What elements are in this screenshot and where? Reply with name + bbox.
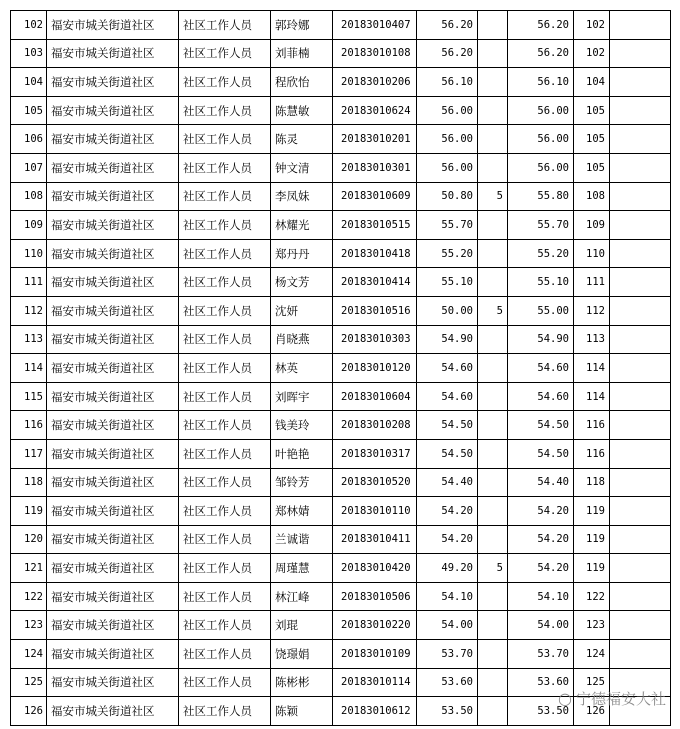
post-cell: 社区工作人员 — [179, 382, 271, 411]
unit-cell: 福安市城关街道社区 — [47, 11, 179, 40]
total-score-cell: 56.00 — [508, 125, 574, 154]
remark-cell — [610, 125, 671, 154]
bonus-points-cell — [478, 611, 508, 640]
unit-cell: 福安市城关街道社区 — [47, 68, 179, 97]
row-number-cell: 103 — [11, 39, 47, 68]
written-score-cell: 53.60 — [417, 668, 478, 697]
post-cell: 社区工作人员 — [179, 39, 271, 68]
total-score-cell: 53.50 — [508, 697, 574, 726]
unit-cell: 福安市城关街道社区 — [47, 497, 179, 526]
unit-cell: 福安市城关街道社区 — [47, 554, 179, 583]
wechat-logo-icon: ○ — [558, 689, 572, 708]
unit-cell: 福安市城关街道社区 — [47, 354, 179, 383]
table-row — [11, 582, 671, 611]
name-cell: 钱美玲 — [271, 411, 333, 440]
total-score-cell: 54.20 — [508, 554, 574, 583]
total-score-cell: 56.20 — [508, 39, 574, 68]
row-number-cell: 106 — [11, 125, 47, 154]
unit-cell: 福安市城关街道社区 — [47, 668, 179, 697]
written-score-cell: 56.20 — [417, 11, 478, 40]
unit-cell: 福安市城关街道社区 — [47, 125, 179, 154]
score-table — [10, 10, 671, 726]
written-score-cell: 56.20 — [417, 39, 478, 68]
remark-cell — [610, 239, 671, 268]
rank-cell: 119 — [574, 525, 610, 554]
name-cell: 肖晓燕 — [271, 325, 333, 354]
unit-cell: 福安市城关街道社区 — [47, 96, 179, 125]
rank-cell: 116 — [574, 411, 610, 440]
row-number-cell: 118 — [11, 468, 47, 497]
row-number-cell: 112 — [11, 296, 47, 325]
total-score-cell: 54.20 — [508, 497, 574, 526]
exam-number-cell: 20183010220 — [333, 611, 417, 640]
row-number-cell: 115 — [11, 382, 47, 411]
bonus-points-cell — [478, 153, 508, 182]
name-cell: 陈彬彬 — [271, 668, 333, 697]
exam-number-cell: 20183010516 — [333, 296, 417, 325]
remark-cell — [610, 411, 671, 440]
written-score-cell: 53.50 — [417, 697, 478, 726]
table-row — [11, 296, 671, 325]
post-cell: 社区工作人员 — [179, 211, 271, 240]
rank-cell: 111 — [574, 268, 610, 297]
table-row — [11, 411, 671, 440]
name-cell: 林江峰 — [271, 582, 333, 611]
bonus-points-cell — [478, 382, 508, 411]
written-score-cell: 54.50 — [417, 411, 478, 440]
name-cell: 刘菲楠 — [271, 39, 333, 68]
remark-cell — [610, 182, 671, 211]
row-number-cell: 111 — [11, 268, 47, 297]
name-cell: 周瑾慧 — [271, 554, 333, 583]
unit-cell: 福安市城关街道社区 — [47, 153, 179, 182]
name-cell: 沈妍 — [271, 296, 333, 325]
name-cell: 陈慧敏 — [271, 96, 333, 125]
remark-cell — [610, 354, 671, 383]
exam-number-cell: 20183010109 — [333, 640, 417, 669]
unit-cell: 福安市城关街道社区 — [47, 211, 179, 240]
unit-cell: 福安市城关街道社区 — [47, 582, 179, 611]
name-cell: 郭玲娜 — [271, 11, 333, 40]
rank-cell: 105 — [574, 125, 610, 154]
name-cell: 杨文芳 — [271, 268, 333, 297]
table-row — [11, 354, 671, 383]
unit-cell: 福安市城关街道社区 — [47, 325, 179, 354]
watermark-text: 宁德福安大社 — [575, 690, 666, 708]
post-cell: 社区工作人员 — [179, 239, 271, 268]
total-score-cell: 54.20 — [508, 525, 574, 554]
rank-cell: 123 — [574, 611, 610, 640]
unit-cell: 福安市城关街道社区 — [47, 640, 179, 669]
exam-number-cell: 20183010206 — [333, 68, 417, 97]
unit-cell: 福安市城关街道社区 — [47, 439, 179, 468]
row-number-cell: 122 — [11, 582, 47, 611]
row-number-cell: 104 — [11, 68, 47, 97]
row-number-cell: 107 — [11, 153, 47, 182]
rank-cell: 119 — [574, 554, 610, 583]
unit-cell: 福安市城关街道社区 — [47, 382, 179, 411]
name-cell: 郑林婧 — [271, 497, 333, 526]
table-row — [11, 497, 671, 526]
rank-cell: 105 — [574, 153, 610, 182]
bonus-points-cell — [478, 411, 508, 440]
unit-cell: 福安市城关街道社区 — [47, 268, 179, 297]
remark-cell — [610, 296, 671, 325]
post-cell: 社区工作人员 — [179, 68, 271, 97]
written-score-cell: 55.20 — [417, 239, 478, 268]
table-row — [11, 153, 671, 182]
name-cell: 兰诚谐 — [271, 525, 333, 554]
table-row — [11, 211, 671, 240]
total-score-cell: 55.70 — [508, 211, 574, 240]
total-score-cell: 54.60 — [508, 354, 574, 383]
rank-cell: 102 — [574, 39, 610, 68]
row-number-cell: 114 — [11, 354, 47, 383]
exam-number-cell: 20183010411 — [333, 525, 417, 554]
unit-cell: 福安市城关街道社区 — [47, 39, 179, 68]
name-cell: 陈灵 — [271, 125, 333, 154]
post-cell: 社区工作人员 — [179, 468, 271, 497]
row-number-cell: 125 — [11, 668, 47, 697]
total-score-cell: 56.20 — [508, 11, 574, 40]
post-cell: 社区工作人员 — [179, 611, 271, 640]
exam-number-cell: 20183010114 — [333, 668, 417, 697]
bonus-points-cell — [478, 640, 508, 669]
exam-number-cell: 20183010208 — [333, 411, 417, 440]
rank-cell: 118 — [574, 468, 610, 497]
total-score-cell: 54.90 — [508, 325, 574, 354]
bonus-points-cell — [478, 525, 508, 554]
post-cell: 社区工作人员 — [179, 325, 271, 354]
table-row — [11, 611, 671, 640]
exam-number-cell: 20183010414 — [333, 268, 417, 297]
post-cell: 社区工作人员 — [179, 125, 271, 154]
exam-number-cell: 20183010624 — [333, 96, 417, 125]
exam-number-cell: 20183010301 — [333, 153, 417, 182]
total-score-cell: 54.40 — [508, 468, 574, 497]
post-cell: 社区工作人员 — [179, 582, 271, 611]
bonus-points-cell — [478, 697, 508, 726]
rank-cell: 126 — [574, 697, 610, 726]
written-score-cell: 54.90 — [417, 325, 478, 354]
bonus-points-cell — [478, 39, 508, 68]
written-score-cell: 54.60 — [417, 354, 478, 383]
watermark — [558, 688, 666, 709]
written-score-cell: 54.40 — [417, 468, 478, 497]
total-score-cell: 54.60 — [508, 382, 574, 411]
exam-number-cell: 20183010120 — [333, 354, 417, 383]
name-cell: 李凤妹 — [271, 182, 333, 211]
row-number-cell: 116 — [11, 411, 47, 440]
total-score-cell: 56.00 — [508, 153, 574, 182]
remark-cell — [610, 640, 671, 669]
unit-cell: 福安市城关街道社区 — [47, 182, 179, 211]
rank-cell: 114 — [574, 382, 610, 411]
remark-cell — [610, 439, 671, 468]
rank-cell: 116 — [574, 439, 610, 468]
rank-cell: 105 — [574, 96, 610, 125]
post-cell: 社区工作人员 — [179, 11, 271, 40]
row-number-cell: 123 — [11, 611, 47, 640]
exam-number-cell: 20183010418 — [333, 239, 417, 268]
post-cell: 社区工作人员 — [179, 668, 271, 697]
name-cell: 钟文清 — [271, 153, 333, 182]
table-row — [11, 125, 671, 154]
written-score-cell: 54.20 — [417, 497, 478, 526]
exam-number-cell: 20183010515 — [333, 211, 417, 240]
bonus-points-cell — [478, 268, 508, 297]
total-score-cell: 54.50 — [508, 439, 574, 468]
post-cell: 社区工作人员 — [179, 525, 271, 554]
bonus-points-cell — [478, 325, 508, 354]
remark-cell — [610, 153, 671, 182]
total-score-cell: 55.10 — [508, 268, 574, 297]
remark-cell — [610, 497, 671, 526]
rank-cell: 109 — [574, 211, 610, 240]
name-cell: 林耀光 — [271, 211, 333, 240]
table-row — [11, 68, 671, 97]
bonus-points-cell — [478, 125, 508, 154]
unit-cell: 福安市城关街道社区 — [47, 525, 179, 554]
exam-number-cell: 20183010609 — [333, 182, 417, 211]
total-score-cell: 53.60 — [508, 668, 574, 697]
written-score-cell: 56.00 — [417, 153, 478, 182]
remark-cell — [610, 325, 671, 354]
exam-number-cell: 20183010108 — [333, 39, 417, 68]
unit-cell: 福安市城关街道社区 — [47, 468, 179, 497]
total-score-cell: 56.00 — [508, 96, 574, 125]
bonus-points-cell: 5 — [478, 296, 508, 325]
exam-number-cell: 20183010201 — [333, 125, 417, 154]
row-number-cell: 105 — [11, 96, 47, 125]
written-score-cell: 54.50 — [417, 439, 478, 468]
written-score-cell: 54.10 — [417, 582, 478, 611]
row-number-cell: 108 — [11, 182, 47, 211]
exam-number-cell: 20183010407 — [333, 11, 417, 40]
rank-cell: 122 — [574, 582, 610, 611]
bonus-points-cell — [478, 211, 508, 240]
name-cell: 程欣怡 — [271, 68, 333, 97]
written-score-cell: 50.80 — [417, 182, 478, 211]
remark-cell — [610, 468, 671, 497]
exam-number-cell: 20183010317 — [333, 439, 417, 468]
exam-number-cell: 20183010506 — [333, 582, 417, 611]
bonus-points-cell — [478, 497, 508, 526]
post-cell: 社区工作人员 — [179, 96, 271, 125]
written-score-cell: 56.10 — [417, 68, 478, 97]
post-cell: 社区工作人员 — [179, 153, 271, 182]
written-score-cell: 56.00 — [417, 96, 478, 125]
table-row — [11, 96, 671, 125]
remark-cell — [610, 96, 671, 125]
written-score-cell: 53.70 — [417, 640, 478, 669]
unit-cell: 福安市城关街道社区 — [47, 239, 179, 268]
bonus-points-cell: 5 — [478, 554, 508, 583]
bonus-points-cell — [478, 439, 508, 468]
rank-cell: 102 — [574, 11, 610, 40]
table-row — [11, 525, 671, 554]
table-body — [11, 11, 671, 726]
bonus-points-cell — [478, 582, 508, 611]
remark-cell — [610, 582, 671, 611]
total-score-cell: 54.00 — [508, 611, 574, 640]
written-score-cell: 50.00 — [417, 296, 478, 325]
post-cell: 社区工作人员 — [179, 296, 271, 325]
rank-cell: 124 — [574, 640, 610, 669]
written-score-cell: 54.00 — [417, 611, 478, 640]
name-cell: 刘晖宇 — [271, 382, 333, 411]
table-row — [11, 325, 671, 354]
rank-cell: 119 — [574, 497, 610, 526]
unit-cell: 福安市城关街道社区 — [47, 296, 179, 325]
rank-cell: 108 — [574, 182, 610, 211]
exam-number-cell: 20183010520 — [333, 468, 417, 497]
rank-cell: 125 — [574, 668, 610, 697]
remark-cell — [610, 11, 671, 40]
table-row — [11, 39, 671, 68]
rank-cell: 110 — [574, 239, 610, 268]
row-number-cell: 124 — [11, 640, 47, 669]
name-cell: 刘琨 — [271, 611, 333, 640]
total-score-cell: 55.80 — [508, 182, 574, 211]
total-score-cell: 53.70 — [508, 640, 574, 669]
written-score-cell: 55.70 — [417, 211, 478, 240]
post-cell: 社区工作人员 — [179, 697, 271, 726]
bonus-points-cell — [478, 668, 508, 697]
rank-cell: 114 — [574, 354, 610, 383]
row-number-cell: 120 — [11, 525, 47, 554]
bonus-points-cell: 5 — [478, 182, 508, 211]
exam-number-cell: 20183010604 — [333, 382, 417, 411]
rank-cell: 104 — [574, 68, 610, 97]
remark-cell — [610, 211, 671, 240]
post-cell: 社区工作人员 — [179, 411, 271, 440]
total-score-cell: 55.20 — [508, 239, 574, 268]
unit-cell: 福安市城关街道社区 — [47, 697, 179, 726]
bonus-points-cell — [478, 468, 508, 497]
name-cell: 陈颖 — [271, 697, 333, 726]
bonus-points-cell — [478, 354, 508, 383]
remark-cell — [610, 525, 671, 554]
table-row — [11, 382, 671, 411]
bonus-points-cell — [478, 11, 508, 40]
remark-cell — [610, 554, 671, 583]
row-number-cell: 117 — [11, 439, 47, 468]
exam-number-cell: 20183010612 — [333, 697, 417, 726]
remark-cell — [610, 68, 671, 97]
post-cell: 社区工作人员 — [179, 182, 271, 211]
name-cell: 邹铃芳 — [271, 468, 333, 497]
total-score-cell: 54.10 — [508, 582, 574, 611]
table-row — [11, 439, 671, 468]
post-cell: 社区工作人员 — [179, 497, 271, 526]
row-number-cell: 119 — [11, 497, 47, 526]
name-cell: 林英 — [271, 354, 333, 383]
post-cell: 社区工作人员 — [179, 439, 271, 468]
row-number-cell: 109 — [11, 211, 47, 240]
remark-cell — [610, 611, 671, 640]
bonus-points-cell — [478, 68, 508, 97]
table-row — [11, 182, 671, 211]
rank-cell: 113 — [574, 325, 610, 354]
total-score-cell: 55.00 — [508, 296, 574, 325]
row-number-cell: 102 — [11, 11, 47, 40]
remark-cell — [610, 39, 671, 68]
written-score-cell: 54.60 — [417, 382, 478, 411]
total-score-cell: 56.10 — [508, 68, 574, 97]
post-cell: 社区工作人员 — [179, 554, 271, 583]
post-cell: 社区工作人员 — [179, 640, 271, 669]
row-number-cell: 110 — [11, 239, 47, 268]
unit-cell: 福安市城关街道社区 — [47, 411, 179, 440]
written-score-cell: 55.10 — [417, 268, 478, 297]
table-row — [11, 268, 671, 297]
name-cell: 饶璟娟 — [271, 640, 333, 669]
table-row — [11, 640, 671, 669]
table-row — [11, 468, 671, 497]
row-number-cell: 113 — [11, 325, 47, 354]
total-score-cell: 54.50 — [508, 411, 574, 440]
remark-cell — [610, 382, 671, 411]
name-cell: 郑丹丹 — [271, 239, 333, 268]
bonus-points-cell — [478, 239, 508, 268]
table-row — [11, 239, 671, 268]
post-cell: 社区工作人员 — [179, 354, 271, 383]
remark-cell — [610, 268, 671, 297]
name-cell: 叶艳艳 — [271, 439, 333, 468]
row-number-cell: 121 — [11, 554, 47, 583]
row-number-cell: 126 — [11, 697, 47, 726]
exam-number-cell: 20183010303 — [333, 325, 417, 354]
exam-number-cell: 20183010420 — [333, 554, 417, 583]
unit-cell: 福安市城关街道社区 — [47, 611, 179, 640]
written-score-cell: 54.20 — [417, 525, 478, 554]
rank-cell: 112 — [574, 296, 610, 325]
bonus-points-cell — [478, 96, 508, 125]
post-cell: 社区工作人员 — [179, 268, 271, 297]
exam-number-cell: 20183010110 — [333, 497, 417, 526]
table-row — [11, 554, 671, 583]
written-score-cell: 49.20 — [417, 554, 478, 583]
written-score-cell: 56.00 — [417, 125, 478, 154]
table-row — [11, 11, 671, 40]
